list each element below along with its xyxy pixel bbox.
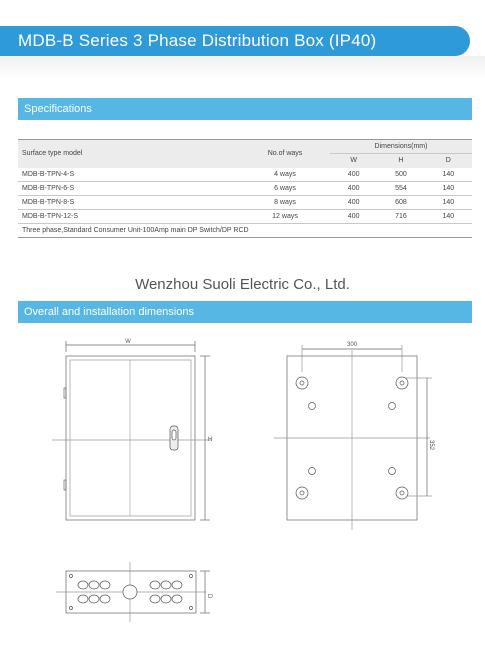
- company-name: Wenzhou Suoli Electric Co., Ltd.: [135, 276, 350, 293]
- cell-h: 500: [377, 168, 424, 182]
- back-view-drawing: [274, 345, 432, 530]
- cell-d: 140: [425, 196, 472, 210]
- front-height-label: H: [208, 437, 213, 443]
- screw-hole-icon: [190, 607, 193, 610]
- cell-ways: 6 ways: [240, 182, 330, 196]
- cell-w: 400: [330, 182, 377, 196]
- hinge: [64, 480, 66, 490]
- bottom-depth-label: D: [206, 594, 212, 599]
- screw-hole-icon: [190, 575, 193, 578]
- cell-d: 140: [425, 182, 472, 196]
- cell-d: 140: [425, 210, 472, 224]
- front-view-drawing: [52, 341, 212, 520]
- cell-model: MDB-B-TPN-4-S: [18, 168, 240, 182]
- cell-h: 716: [377, 210, 424, 224]
- front-width-label: W: [125, 339, 131, 345]
- knockout-icon: [78, 595, 88, 603]
- back-height-label: 352: [428, 440, 434, 451]
- cell-model: MDB-B-TPN-6-S: [18, 182, 240, 196]
- screw-hole-icon: [309, 468, 316, 475]
- knockout-icon: [161, 581, 171, 589]
- cell-ways: 4 ways: [240, 168, 330, 182]
- keyhole-icon: [400, 381, 404, 385]
- knockout-icon: [150, 581, 160, 589]
- cell-ways: 12 ways: [240, 210, 330, 224]
- knockout-icon: [150, 595, 160, 603]
- screw-hole-icon: [70, 607, 73, 610]
- back-width-label: 300: [346, 342, 358, 348]
- knockout-icon: [78, 581, 88, 589]
- keyhole-icon: [300, 491, 304, 495]
- knockout-icon: [172, 595, 182, 603]
- page-title: MDB-B Series 3 Phase Distribution Box (IP40): [0, 26, 470, 56]
- cell-d: 140: [425, 168, 472, 182]
- knockout-icon: [172, 581, 182, 589]
- cell-ways: 8 ways: [240, 196, 330, 210]
- col-header-model: Surface type model: [18, 140, 240, 168]
- cell-model: MDB-B-TPN-8-S: [18, 196, 240, 210]
- knockout-icon: [161, 595, 171, 603]
- overall-dimensions-heading: Overall and installation dimensions: [18, 301, 472, 323]
- col-header-h: H: [377, 154, 424, 168]
- keyhole-icon: [300, 381, 304, 385]
- table-note: Three phase,Standard Consumer Unit-100Amp main DP Switch/DP RCD: [18, 224, 472, 238]
- keyhole-icon: [400, 491, 404, 495]
- col-header-w: W: [330, 154, 377, 168]
- knockout-icon: [89, 595, 99, 603]
- specifications-heading: Specifications: [18, 98, 472, 120]
- door-lock: [172, 430, 176, 440]
- screw-hole-icon: [389, 403, 396, 410]
- screw-hole-icon: [309, 403, 316, 410]
- col-header-dimensions: Dimensions(mm): [330, 140, 472, 154]
- cell-w: 400: [330, 210, 377, 224]
- screw-hole-icon: [70, 575, 73, 578]
- cell-w: 400: [330, 196, 377, 210]
- cell-w: 400: [330, 168, 377, 182]
- knockout-icon: [100, 595, 110, 603]
- cell-model: MDB-B-TPN-12-S: [18, 210, 240, 224]
- knockout-icon: [100, 581, 110, 589]
- hinge: [64, 388, 66, 398]
- cell-h: 608: [377, 196, 424, 210]
- screw-hole-icon: [389, 468, 396, 475]
- col-header-ways: No.of ways: [240, 140, 330, 168]
- knockout-icon: [123, 585, 137, 599]
- col-header-d: D: [425, 154, 472, 168]
- knockout-icon: [89, 581, 99, 589]
- cell-h: 554: [377, 182, 424, 196]
